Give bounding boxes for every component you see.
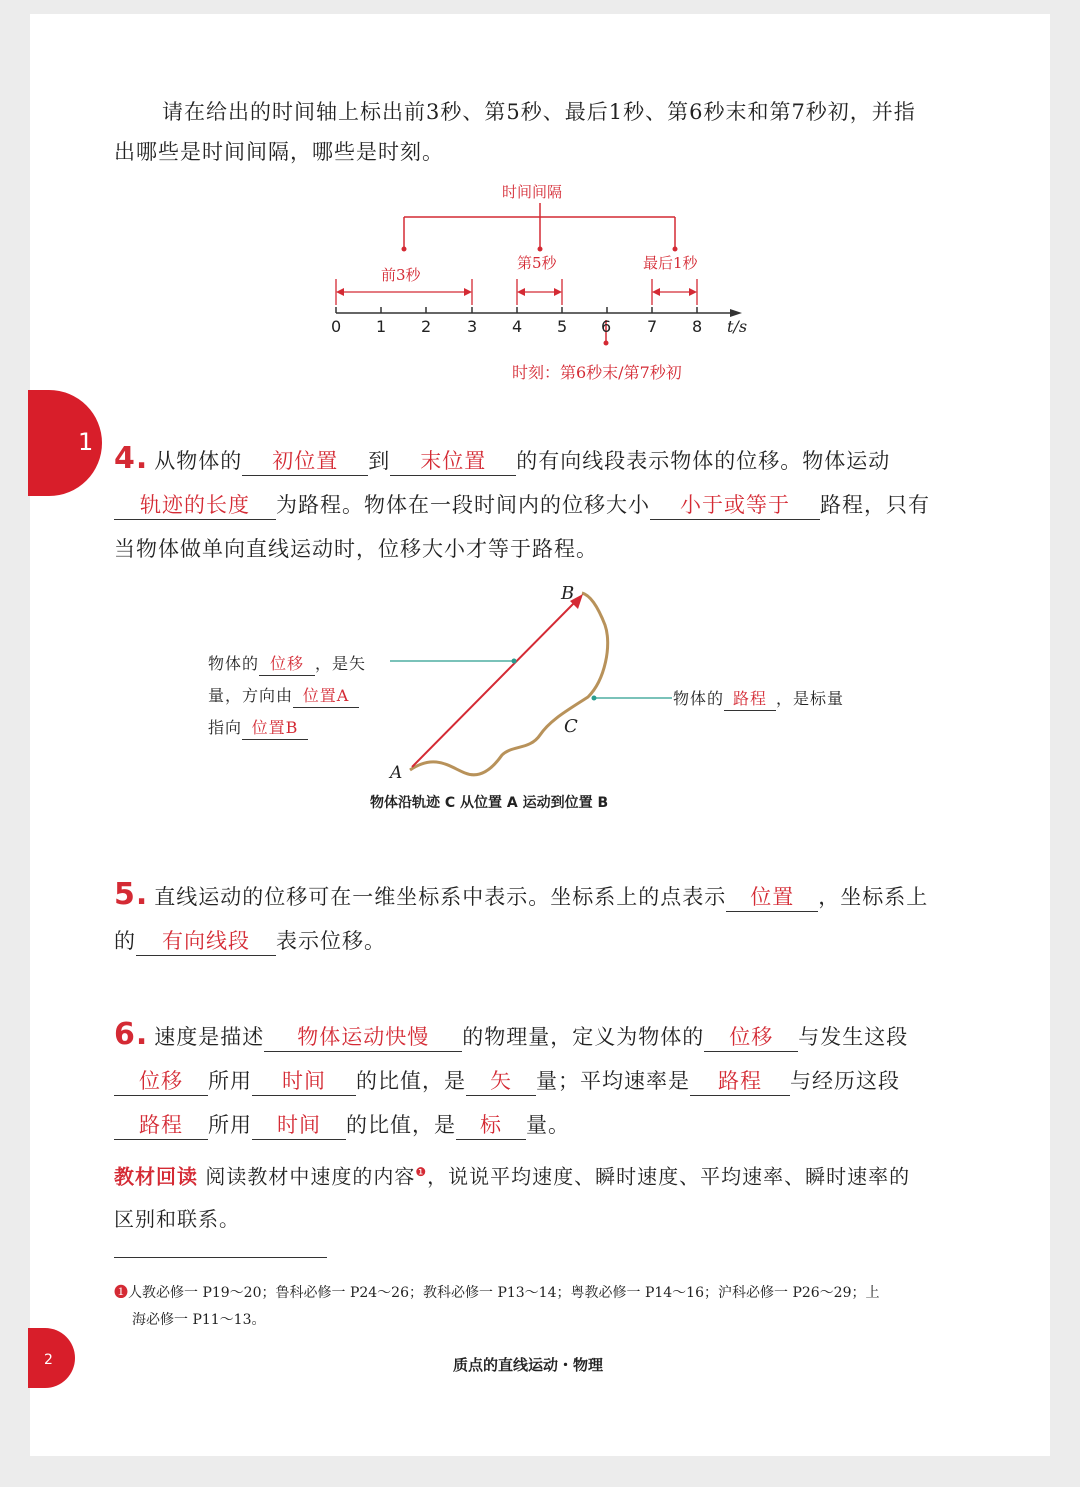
q4-line-1 — [114, 437, 966, 483]
segment-5th-second-label: 第5秒 — [517, 254, 557, 272]
q6-text: 所用 — [208, 1113, 252, 1137]
chapter-side-tab-label: 1 — [78, 428, 94, 456]
q6-blank-time: 时间 — [252, 1067, 356, 1096]
tick-label: 2 — [421, 317, 432, 336]
q6-blank-motion-speed: 物体运动快慢 — [264, 1023, 462, 1052]
q6-blank-displacement-2: 位移 — [114, 1067, 208, 1096]
blank-position-a: 位置A — [293, 685, 359, 708]
q6-line-1 — [114, 1013, 966, 1059]
footnote — [114, 1280, 969, 1334]
q6-blank-path: 路程 — [690, 1067, 790, 1096]
review-text: 阅读教材中速度的内容 — [205, 1164, 416, 1189]
review-line-2: 区别和联系。 — [114, 1206, 240, 1231]
footnote-line-2: 海必修一 P11～13。 — [132, 1312, 266, 1328]
tick-label: 6 — [601, 317, 612, 336]
note-text: ，是标量 — [776, 689, 845, 708]
footer-title: 质点的直线运动・物理 — [453, 1356, 604, 1374]
review-line-1 — [114, 1151, 966, 1198]
review-text: ，说说平均速度、瞬时速度、平均速率、瞬时速率的 — [427, 1164, 911, 1189]
segment-last-second-label: 最后1秒 — [643, 254, 698, 272]
note-text: 物体的 — [673, 689, 725, 708]
point-b-label: B — [561, 583, 575, 604]
q4-text: 从物体的 — [154, 449, 243, 473]
q5-blank-position: 位置 — [726, 883, 818, 912]
q6-text: 的比值，是 — [356, 1069, 466, 1093]
displacement-note-line-2 — [208, 680, 366, 712]
q6-text: 速度是描述 — [154, 1025, 265, 1049]
tick-label: 8 — [692, 317, 703, 336]
q6-blank-time-2: 时间 — [252, 1111, 346, 1140]
question-4 — [114, 437, 966, 571]
q4-blank-path-length: 轨迹的长度 — [114, 491, 276, 520]
q6-line-2 — [114, 1059, 966, 1103]
footnote-divider — [114, 1257, 327, 1258]
review-title: 教材回读 — [114, 1164, 198, 1189]
q5-blank-directed-segment: 有向线段 — [136, 927, 276, 956]
point-c-label: C — [564, 716, 578, 737]
displacement-note — [208, 648, 366, 744]
q5-line-1 — [114, 873, 966, 919]
tick-label: 4 — [512, 317, 523, 336]
q5-text: 的 — [114, 929, 136, 953]
q4-text: 为路程。物体在一段时间内的位移大小 — [276, 493, 650, 517]
note-text: 量，方向由 — [208, 686, 294, 705]
q5-text: 表示位移。 — [276, 929, 386, 953]
tick-label: 1 — [376, 317, 387, 336]
moment-label: 时刻：第6秒末/第7秒初 — [512, 363, 682, 382]
note-text: 物体的 — [208, 654, 260, 673]
q4-number: 4. — [114, 441, 149, 476]
q4-blank-less-or-equal: 小于或等于 — [650, 491, 820, 520]
blank-path: 路程 — [724, 688, 776, 711]
path-length-note — [673, 686, 844, 711]
footnote-line-1 — [114, 1280, 969, 1307]
q4-blank-initial-position: 初位置 — [242, 447, 368, 476]
blank-position-b: 位置B — [242, 717, 308, 740]
q6-text: 与发生这段 — [798, 1025, 909, 1049]
footnote-text: 人教必修一 P19～20；鲁科必修一 P24～26；教科必修一 P13～14；粤教必修一 P14～16；沪科必修一 P26～29；上 — [128, 1285, 880, 1301]
q6-text: 量。 — [526, 1113, 570, 1137]
q6-text: 量；平均速率是 — [536, 1069, 690, 1093]
q6-blank-vector: 矢 — [466, 1067, 536, 1096]
textbook-review — [114, 1151, 966, 1240]
q4-line-3: 当物体做单向直线运动时，位移大小才等于路程。 — [114, 537, 598, 561]
displacement-note-line-1 — [208, 648, 366, 680]
q6-blank-scalar: 标 — [456, 1111, 526, 1140]
footnote-ref-marker[interactable]: ❶ — [415, 1165, 428, 1179]
note-text: ，是矢 — [315, 654, 367, 673]
q6-text: 的比值，是 — [346, 1113, 456, 1137]
q6-blank-displacement: 位移 — [704, 1023, 798, 1052]
axis-unit-label: t/s — [727, 317, 748, 336]
tick-label: 3 — [467, 317, 478, 336]
intro-line-2: 出哪些是时间间隔，哪些是时刻。 — [114, 140, 444, 164]
intro-text — [114, 90, 966, 174]
point-a-label: A — [390, 763, 403, 783]
q4-text: 的有向线段表示物体的位移。物体运动 — [516, 449, 891, 473]
q6-text: 的物理量，定义为物体的 — [462, 1025, 705, 1049]
page-number: 2 — [44, 1352, 53, 1368]
intro-line-1: 请在给出的时间轴上标出前3秒、第5秒、最后1秒、第6秒末和第7秒初，并指 — [162, 100, 916, 124]
tick-label: 0 — [331, 317, 342, 336]
q6-text: 所用 — [208, 1069, 252, 1093]
footnote-marker: ❶ — [114, 1285, 128, 1301]
q4-text: 到 — [368, 449, 391, 473]
blank-displacement: 位移 — [259, 653, 315, 676]
question-6 — [114, 1013, 966, 1147]
question-5 — [114, 873, 966, 963]
q4-blank-final-position: 末位置 — [390, 447, 516, 476]
q6-blank-path-2: 路程 — [114, 1111, 208, 1140]
segment-first-3s-label: 前3秒 — [381, 266, 421, 284]
q5-number: 5. — [114, 877, 149, 912]
q4-line-2 — [114, 483, 966, 527]
displacement-note-line-3 — [208, 712, 366, 744]
interval-label: 时间间隔 — [502, 183, 563, 201]
q5-text: 直线运动的位移可在一维坐标系中表示。坐标系上的点表示 — [154, 885, 727, 909]
q5-text: ，坐标系上 — [818, 885, 929, 909]
figure-caption: 物体沿轨迹 C 从位置 A 运动到位置 B — [370, 795, 609, 811]
tick-label: 7 — [647, 317, 658, 336]
q6-text: 与经历这段 — [790, 1069, 900, 1093]
q5-line-2 — [114, 919, 966, 963]
q6-number: 6. — [114, 1017, 149, 1052]
tick-label: 5 — [557, 317, 568, 336]
displacement-path-diagram — [390, 585, 690, 785]
q6-line-3 — [114, 1103, 966, 1147]
note-text: 指向 — [208, 718, 243, 737]
q4-text: 路程，只有 — [820, 493, 930, 517]
